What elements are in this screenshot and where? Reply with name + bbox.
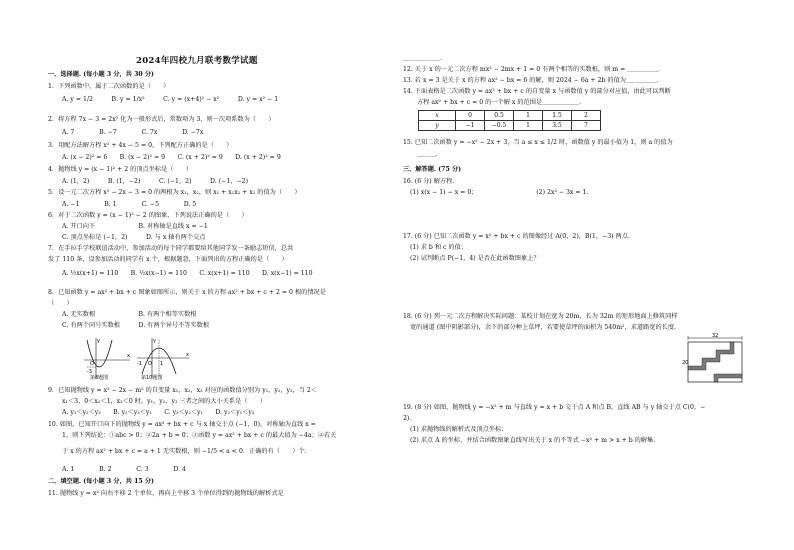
q19-text-2: 2)． [403, 415, 416, 422]
q11-text: 11. 抛物线 y = x² 向右平移 2 个单位，再向上平移 3 个单位得到的抛物线的解析式是 [48, 490, 284, 497]
table-cell: 2 [572, 111, 601, 121]
q2-text: 2．将方程 7x − 3 = 2x² 化为一般形式后，常数项为 3，则一次项系数为（ ） [48, 116, 275, 123]
fig10-caption: 第10题图 [141, 375, 163, 381]
section-fill-heading: 二、填空题. (每小题 3 分，共 15 分) [48, 478, 154, 485]
q10-text-3: 于 x 的方程 ax² + bx + c = a + 1 无实数根，则 −1/5 < a < 0．正确的有（ ）个． [62, 448, 311, 455]
q7-options: A. ½x(x+1) = 110 B. ½x(x−1) = 110 C. x(x+1) = 110 D. x(x−1) = 110 [62, 270, 313, 277]
q13-text: 13. 若 x = 3 是关于 x 的方程 ax² − bx = 6 的解，则 2024 − 6a + 2b 的值为＿＿＿＿＿． [403, 77, 664, 84]
section-choice-heading: 一、选择题. (每小题 3 分，共 30 分) [48, 71, 154, 78]
q6-option-ab: A. 开口向下 B. 对称轴是直线 x = −1 [62, 223, 208, 230]
fig8-axis-x-label: x [127, 353, 130, 359]
q8-text-2: （ ） [48, 300, 73, 307]
q9-options: A. y₁＜y₂＜y₃ B. y₂＜y₃＜y₁ C. y₃＜y₂＜y₁ D. y₂＜y₁＜y₃ [62, 409, 255, 416]
page-title: 2024年四校九月联考数学试题 [136, 56, 258, 66]
fig10-axis-y-label: y [153, 338, 156, 344]
q1-text: 1．下列函数中，属于二次函数的是（ ） [48, 83, 170, 90]
q8-option-ab: A. 无实数根 B. 有两个相等实数根 [62, 311, 197, 318]
figure-q8-graph [82, 336, 132, 380]
table-cell: 1 [514, 121, 543, 131]
q9-text-2: x₁＜3，0＜x₂＜1，x₃＜0 时，y₁，y₂，y₃ 三者之间的大小关系是（ ） [62, 398, 267, 405]
table-cell: x [419, 111, 456, 121]
q18-text-1: 18. (6 分) 列一元二次方程解决实际问题：某校计划在宽为 20m，长为 32m 的矩形地面上修筑同样 [403, 313, 678, 320]
q2-options: A. 7 B. −7 C. 7x D. −7x [62, 129, 204, 136]
q6-text: 6．对于二次函数 y = (x − 1)² − 2 的图象，下列说法正确的是（ ） [48, 212, 248, 219]
table-cell: 0 [456, 111, 485, 121]
figure-q10-graph [135, 336, 191, 380]
q7-text-2: 发了 110 条，设参加活动的同学有 x 个，根据题意，下面列出的方程正确的是（ ） [48, 256, 288, 263]
q12-text: 12. 关于 x 的一元二次方程 mx² − 2mx + 1 = 0 有两个相等的实数根，则 m = ＿＿＿＿＿． [403, 66, 665, 73]
q3-text: 3．用配方法解方程 x² + 4x − 5 = 0，下列配方正确的是（ ） [48, 142, 233, 149]
figure-q18-field [682, 333, 746, 386]
q19-text-1: 19. (8 分) 如图，抛物线 y = −x² + m 与直线 y = x + b 交于点 A 和点 B，直线 AB 与 y 轴交于点 C(0，− [403, 404, 706, 411]
q1-options: A. y = 1/2 B. y = 1/x² C. y = (x+4)² − x² D. y = x² − 1 [62, 96, 279, 103]
table-cell: 1 [514, 111, 543, 121]
q10-text-1: 10. 如图，已知开口向下的抛物线 y = ax² + bx + c 与 x 轴交于点 (−1，0)，对称轴为直线 x = [48, 421, 316, 428]
table-row [419, 111, 601, 121]
table-cell: y [419, 121, 456, 131]
fig18-width-label: 20 [682, 360, 689, 366]
table-cell: 3.5 [543, 121, 572, 131]
table-row [419, 121, 601, 131]
q4-options: A. (1，2) B. (1，−2) C. (−1，2) D. (−1，−2) [62, 178, 248, 185]
fig10-origin-label: O [148, 361, 152, 367]
q15-text-2: ＿＿＿． [417, 151, 442, 158]
q7-text-1: 7．在手拉手学校联谊活动中，参加活动的每个同学都要给其他同学发一条励志短信，总共 [48, 245, 294, 252]
q5-options: A. −1 B. 1 C. −5 D. 5 [62, 201, 197, 208]
q6-option-cd: C. 顶点坐标是 (−1，2) D. 与 x 轴有两个交点 [62, 234, 206, 241]
q18-text-2: 宽的通道 (图中阴影部分)，余下的部分种上草坪，若要使草坪的面积为 540m²，求道路宽的长度. [410, 324, 677, 331]
fig10-axis-x-label: x [186, 352, 189, 358]
fig10-minus1-label: -1 [137, 361, 142, 367]
q3-options: A. (x − 2)² = 6 B. (x − 2)² = 9 C. (x + 2)² = 9 D. (x + 2)² = 9 [62, 154, 281, 161]
q14-value-table [418, 110, 601, 131]
q15-text-1: 15. 已知二次函数 y = −x² − 2x + 3，当 a ≤ x ≤ 1/2 时，函数值 y 的最小值为 1，则 a 的值为 [403, 139, 673, 146]
q16-parts: (1) x(x − 1) − x = 0； (2) 2x² − 3x = 1. [410, 189, 589, 196]
q17-part1: (1) 求 b 和 c 的值； [410, 244, 467, 251]
table-cell: −1 [456, 121, 485, 131]
fig8-origin-label: O [90, 361, 94, 367]
fig8-caption: 第8题图 [90, 375, 109, 381]
fig18-length-label: 32 [712, 333, 719, 339]
q10-text-2: 1，则下列结论：①abc > 0；②2a + b = 0；③函数 y = ax² + bx + c 的最大值为 −4a；④若关 [62, 432, 337, 439]
q19-part1: (1) 求抛物线的解析式及顶点坐标； [410, 426, 508, 433]
q8-text-1: 8．已知函数 y = ax² + bx + c 图象如图所示，则关于 x 的方程 ax² + bx + c + 2 = 0 根的情况是 [48, 289, 326, 296]
q10-options: A. 1 B. 2 C. 3 D. 4 [62, 466, 186, 473]
q11-answer-blank: ＿＿＿＿＿＿． [403, 55, 447, 62]
fig8-axis-y-label: y [97, 338, 100, 344]
q5-text: 5．设一元二次方程 x² − 2x − 3 = 0 的两根为 x₁，x₂，则 x₁ + x₁x₂ + x₂ 的值为（ ） [48, 189, 301, 196]
table-cell: 1.5 [543, 111, 572, 121]
q16-text: 16. (6 分) 解方程. [403, 178, 455, 185]
q9-text-1: 9．已知抛物线 y = x² − 2x − m² 的自变量 x₁，x₂，x₃ 对应的函数值分别为 y₁，y₂，y₃，当 2＜ [48, 387, 317, 394]
q19-part2: (2) 求点 A 的坐标，并结合函数图象直线写出关于 x 的不等式 −x² + m > x + b 的解集. [410, 437, 656, 444]
table-cell: 7 [572, 121, 601, 131]
table-cell: 0.5 [485, 111, 514, 121]
fig8-minus3-label: -3 [87, 369, 92, 375]
q14-text-2: 方程 ax² + bx + c = 0 的一个解 x 的范围是＿＿＿＿＿＿． [417, 99, 586, 106]
q8-option-cd: C. 有两个同号实数根 D. 有两个异号不等实数根 [62, 322, 210, 329]
q17-text: 17. (6 分) 已知二次函数 y = x² + bx + c 的图像经过 A(0，2)，B(1，−3) 两点. [403, 233, 630, 240]
fig10-one-label: 1 [160, 361, 164, 367]
q17-part2: (2) 试判断点 P(−1，4) 是否在此函数图象上？ [410, 255, 540, 262]
table-cell: −0.5 [485, 121, 514, 131]
q4-text: 4．抛物线 y = (x − 1)² + 2 的顶点坐标是（ ） [48, 166, 193, 173]
q14-text-1: 14. 下面表格是二次函数 y = ax² + bx + c 的自变量 x 与函数值 y 的部分对应值，由此可以判断 [403, 88, 671, 95]
section-answer-heading: 三、解答题. (75 分) [403, 166, 462, 173]
